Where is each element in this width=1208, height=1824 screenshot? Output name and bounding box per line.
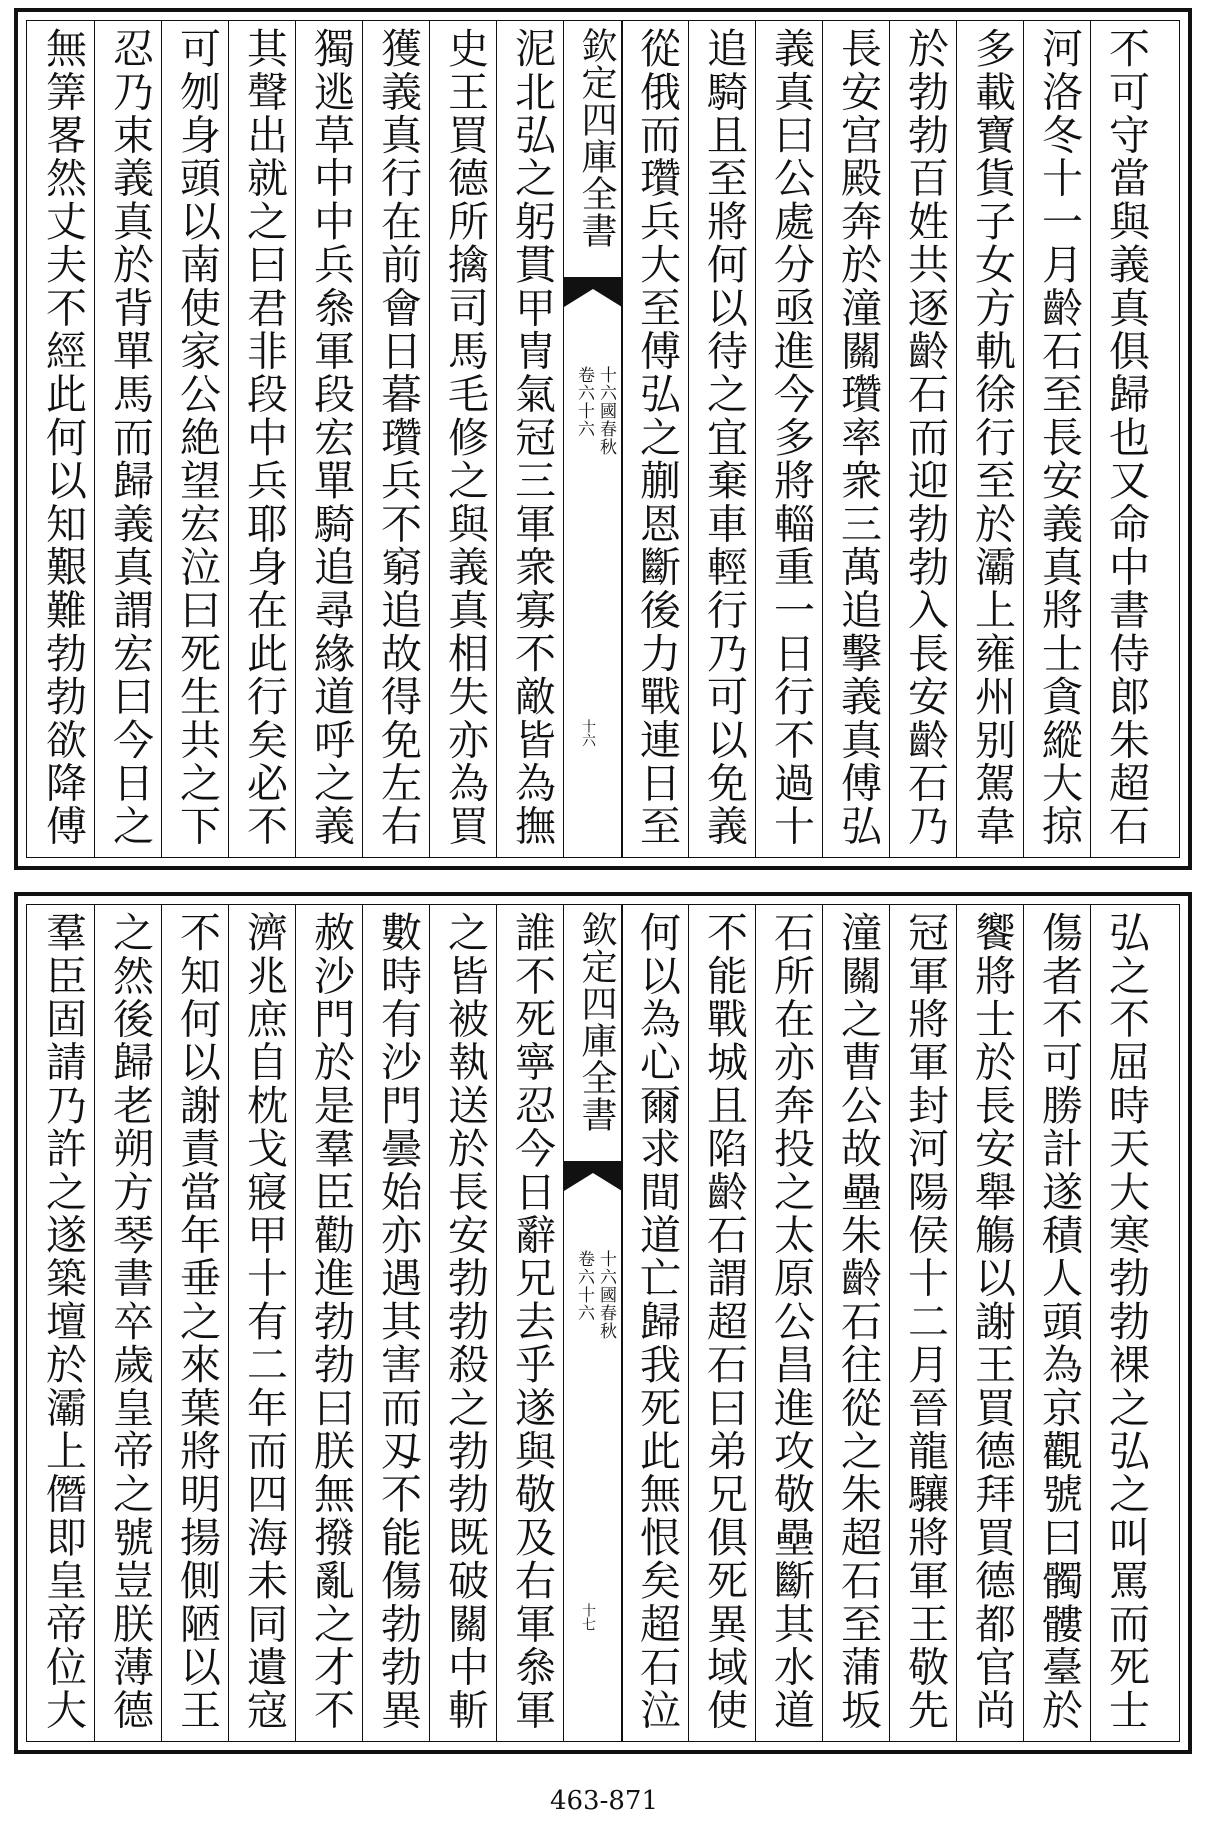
text-column: 潼關之曹公故壘朱齡石往從之朱超石至蒲坂 <box>822 905 889 1741</box>
text-column: 長安宫殿奔於潼關瓚率衆三萬追擊義真傅弘 <box>822 21 889 857</box>
banner-book-title: 十六國春秋 <box>596 366 616 456</box>
text-column: 之然後歸老朔方琴書卒歲皇帝之號豈朕薄德 <box>94 905 161 1741</box>
text-column: 冠軍將軍封河陽侯十二月晉龍驤將軍王敬先 <box>889 905 956 1741</box>
catalog-number: 463-871 <box>549 1786 659 1816</box>
text-column: 石所在亦奔投之太原公昌進攻敬壘斷其水道 <box>755 905 822 1741</box>
banner-page-number: 十六 <box>580 719 596 747</box>
text-column: 濟兆庶自枕戈寢甲十有二年而四海未同遺寇 <box>228 905 295 1741</box>
text-column: 不可守當與義真俱歸也又命中書侍郎朱超石 <box>1090 21 1157 857</box>
text-column: 多載寶貨子女方軌徐行至於灞上雍州别駕韋 <box>956 21 1023 857</box>
text-column: 忍乃束義真於背單馬而歸義真謂宏曰今日之 <box>94 21 161 857</box>
text-column: 不能戰城且陷齡石謂超石曰弟兄俱死異域使 <box>688 905 755 1741</box>
text-column: 之皆被執送於長安勃勃殺之勃勃既破關中斬 <box>429 905 496 1741</box>
banner-book-title: 十六國春秋 <box>596 1250 616 1340</box>
top-page-frame <box>26 20 1180 858</box>
text-column: 不知何以謝責當年垂之來葉將明揚側陋以王 <box>161 905 228 1741</box>
banner-page-number: 十七 <box>580 1603 596 1631</box>
center-banner <box>563 21 623 857</box>
text-column: 義真曰公處分亟進今多將輜重一日行不過十 <box>755 21 822 857</box>
banner-volume: 卷六十六 <box>574 366 594 438</box>
text-column: 傷者不可勝計遂積人頭為京觀號曰髑髏臺於 <box>1023 905 1090 1741</box>
text-column: 從俄而瓚兵大至傅弘之蒯恩斷後力戰連日至 <box>621 21 688 857</box>
text-column: 誰不死寧忍今日辭兄去乎遂與敬及右軍叅軍 <box>496 905 563 1741</box>
text-column: 史王買德所擒司馬毛修之與義真相失亦為買 <box>429 21 496 857</box>
text-column: 何以為心爾求間道亡歸我死此無恨矣超石泣 <box>621 905 688 1741</box>
center-banner <box>563 905 623 1741</box>
banner-title: 欽定四庫全書 <box>576 27 617 249</box>
text-column: 獨逃草中中兵叅軍段宏單騎追尋緣道呼之義 <box>295 21 362 857</box>
text-column: 無筭畧然丈夫不經此何以知艱難勃勃欲降傅 <box>39 27 87 848</box>
bottom-page-frame <box>26 904 1180 1742</box>
text-column: 追騎且至將何以待之宜棄車輕行乃可以免義 <box>688 21 755 857</box>
text-column: 獲義真行在前會日暮瓚兵不窮追故得免左右 <box>362 21 429 857</box>
text-column: 可刎身頭以南使家公絶望宏泣曰死生共之下 <box>161 21 228 857</box>
fish-tail-mark-icon <box>564 277 622 307</box>
fish-tail-mark-icon <box>564 1161 622 1191</box>
text-column: 於勃勃百姓共逐齡石而迎勃勃入長安齡石乃 <box>889 21 956 857</box>
text-column: 河洛冬十一月齡石至長安義真將士貪縱大掠 <box>1023 21 1090 857</box>
text-column: 數時有沙門曇始亦遇其害而刄不能傷勃勃異 <box>362 905 429 1741</box>
text-column: 羣臣固請乃許之遂築壇於灞上僭即皇帝位大 <box>39 911 87 1732</box>
banner-volume: 卷六十六 <box>574 1250 594 1322</box>
top-page <box>14 8 1192 870</box>
banner-title: 欽定四庫全書 <box>576 911 617 1133</box>
text-column: 赦沙門於是羣臣勸進勃勃曰朕無撥亂之才不 <box>295 905 362 1741</box>
text-column: 饗將士於長安舉觴以謝王買德拜買德都官尚 <box>956 905 1023 1741</box>
text-column: 其聲出就之曰君非段中兵耶身在此行矣必不 <box>228 21 295 857</box>
bottom-page <box>14 892 1192 1754</box>
text-column: 弘之不屈時天大寒勃勃裸之弘之叫罵而死士 <box>1090 905 1157 1741</box>
text-column: 泥北弘之躬貫甲冑氣冠三軍衆寡不敵皆為撫 <box>496 21 563 857</box>
